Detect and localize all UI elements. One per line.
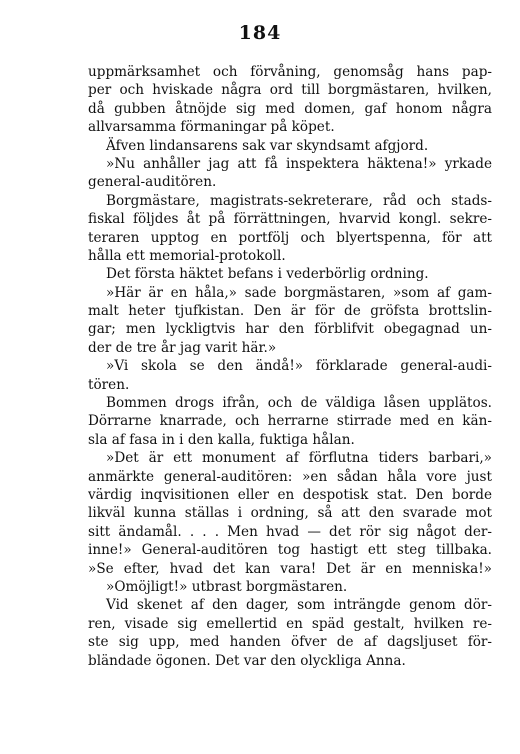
text-line: anmärkte general-auditören: »en sådan håla vore just: [88, 468, 492, 485]
text-line: »Vi skola se den ändå!» förklarade general-audi-: [106, 358, 492, 375]
text-line: likväl kunna ställas i ordning, så att den svarade mot: [88, 505, 492, 522]
text-line: Dörrarne knarrade, och herrarne stirrade med en kän-: [88, 413, 492, 430]
text-line: »Omöjligt!» utbrast borgmästaren.: [106, 578, 348, 595]
text-line: general-auditören.: [88, 174, 217, 191]
text-line: teraren upptog en portfölj och blyertspenna, för att: [88, 229, 492, 246]
text-line: der de tre år jag varit här.»: [88, 339, 277, 356]
text-line: värdig inqvisitionen eller en despotisk stat. Den borde: [88, 486, 492, 503]
text-line: bländade ögonen. Det var den olyckliga Anna.: [88, 652, 406, 669]
text-line: inne!» General-auditören tog hastigt ett steg tillbaka.: [88, 542, 492, 559]
text-line: ste sig upp, med handen öfver de af dagsljuset för-: [88, 634, 492, 651]
text-line: Äfven lindansarens sak var skyndsamt afgjord.: [106, 137, 429, 154]
text-line: gar; men lyckligtvis har den förblifvit obegagnad un-: [88, 321, 492, 338]
text-line: »Här är en håla,» sade borgmästaren, »som af gam-: [106, 284, 492, 301]
text-line: sla af fasa in i den kalla, fuktiga hålan.: [88, 431, 355, 448]
text-line: hålla ett memorial-protokoll.: [88, 247, 286, 264]
text-line: malt heter tjufkistan. Den är för de gröfsta brottslin-: [88, 303, 492, 320]
text-line: »Se efter, hvad det kan vara! Det är en menniska!»: [88, 560, 492, 577]
text-line: »Det är ett monument af förflutna tiders barbari,»: [106, 450, 492, 467]
text-line: fiskal följdes åt på förrättningen, hvarvid kongl. sekre-: [88, 211, 492, 228]
text-line: tören.: [88, 376, 130, 393]
text-line: Vid skenet af den dager, som inträngde genom dör-: [106, 597, 492, 614]
text-line: Borgmästare, magistrats-sekreterare, råd och stads-: [106, 192, 492, 209]
text-line: ren, visade sig emellertid en späd gestalt, hvilken re-: [88, 615, 492, 632]
body-text: [88, 63, 492, 670]
text-line: per och hviskade några ord till borgmästaren, hvilken,: [88, 82, 492, 99]
text-line: Det första häktet befans i vederbörlig ordning.: [106, 266, 429, 283]
page-number: 184: [238, 22, 282, 44]
text-line: allvarsamma förmaningar på köpet.: [88, 119, 335, 136]
text-line: uppmärksamhet och förvåning, genomsåg hans pap-: [88, 64, 492, 80]
text-line: Bommen drogs ifrån, och de väldiga låsen upplätos.: [106, 395, 492, 412]
text-line: då gubben åtnöjde sig med domen, gaf honom några: [88, 100, 492, 117]
text-line: »Nu anhåller jag att få inspektera häktena!» yrkade: [106, 155, 492, 172]
text-line: sitt ändamål. . . . Men hvad — det rör sig något der-: [88, 523, 492, 540]
